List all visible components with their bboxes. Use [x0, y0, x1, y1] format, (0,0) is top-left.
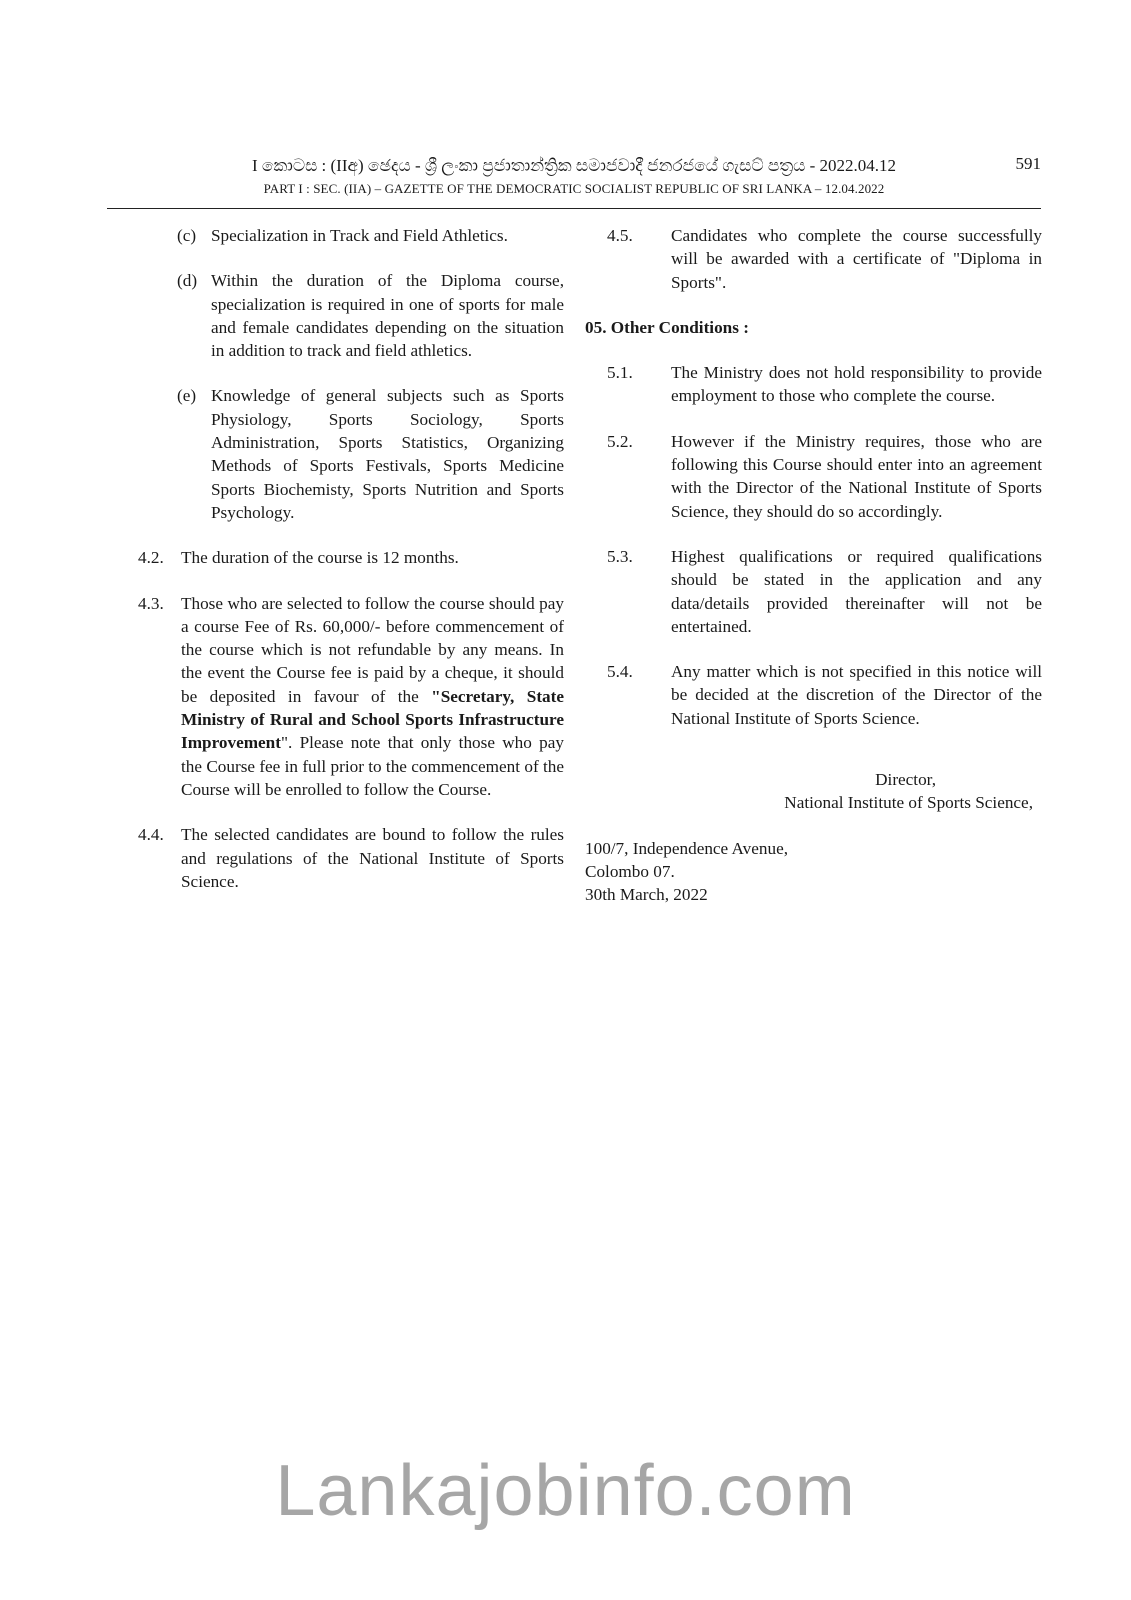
section-5-3 [585, 545, 1042, 638]
page-number: 591 [1015, 154, 1041, 173]
signature-org: National Institute of Sports Science, [784, 793, 1033, 813]
left-column [138, 224, 564, 915]
signature-block [585, 768, 1042, 815]
header-english-line: PART I : SEC. (IIA) – GAZETTE OF THE DEMOCRATIC SOCIALIST REPUBLIC OF SRI LANKA – 12.04.2022 [263, 181, 885, 196]
address-line1: 100/7, Independence Avenue, [585, 838, 788, 858]
address-date: 30th March, 2022 [585, 885, 708, 905]
item-c-text: Specialization in Track and Field Athletics. [211, 226, 508, 245]
section-4-4 [138, 823, 564, 893]
page-header [107, 150, 1041, 208]
header-sinhala-line: I කොටස : (IIඅ) ඡෙදය - ශ්‍රී ලංකා ප්‍රජාතාන්ත්‍රික සමාජවාදී ජනරජයේ ගැසට් පත්‍රය - 2022.04.12 [251, 156, 897, 175]
section-5-2-text: However if the Ministry requires, those who are following this Course should enter into an agreement with the Director of the National Institute of Sports Science, they should do so accordingly. [671, 431, 1042, 521]
section-5-heading: 05. Other Conditions : [585, 317, 749, 337]
address-block [585, 837, 1042, 907]
item-e-label: (e) [177, 386, 197, 406]
item-c [138, 224, 564, 247]
item-d-text: Within the duration of the Diploma course, specialization is required in one of sports for male and female candidates depending on the situation in addition to track and field athletics. [211, 271, 564, 361]
item-d-label: (d) [177, 271, 198, 291]
item-c-label: (c) [177, 226, 197, 245]
section-5-3-text: Highest qualifications or required qualifications should be stated in the application and any data/details provided thereinafter will not be entertained. [671, 546, 1042, 636]
signature-title: Director, [875, 770, 936, 790]
item-d [138, 269, 564, 362]
section-5-4-text: Any matter which is not specified in this notice will be decided at the discretion of the Director of the National Institute of Sports Science. [671, 662, 1042, 728]
section-5-2-label: 5.2. [607, 431, 633, 451]
section-5-1-label: 5.1. [607, 363, 633, 383]
section-4-5-label: 4.5. [607, 226, 633, 245]
item-e-text: Knowledge of general subjects such as Sports Physiology, Sports Sociology, Sports Administration, Sports Statistics, Organizing Methods of Sports Festivals, Sports Medicine Sports Biochemisty, Sports Nutrition and Sports Psychology. [211, 386, 564, 522]
section-5-4 [585, 660, 1042, 730]
section-4-4-text: The selected candidates are bound to follow the rules and regulations of the National Institute of Sports Science. [181, 825, 564, 891]
section-5-4-label: 5.4. [607, 662, 633, 682]
section-5-1 [585, 361, 1042, 408]
section-4-3-text [181, 592, 564, 802]
section-4-5-text: Candidates who complete the course successfully will be awarded with a certificate of "Diploma in Sports". [671, 226, 1042, 292]
section-5-2 [585, 430, 1042, 523]
section-5-1-text: The Ministry does not hold responsibility to provide employment to those who complete the course. [671, 363, 1042, 406]
section-5-3-label: 5.3. [607, 546, 633, 566]
section-4-3-text-before: Those who are selected to follow the course should pay a course Fee of Rs. 60,000/- before commencement of the course which is not refundable by any means. In the event the Course fee is paid by a cheque, it should be deposited in favour of the [181, 593, 564, 706]
item-e [138, 384, 564, 524]
section-4-3-payee: "Secretary, State Ministry of Rural and School Sports Infrastructure Improvement [181, 686, 564, 753]
right-column [585, 224, 1042, 907]
section-4-2 [138, 546, 564, 569]
section-4-2-text: The duration of the course is 12 months. [181, 548, 459, 568]
section-4-2-label: 4.2. [138, 548, 164, 568]
section-4-3 [138, 592, 564, 802]
address-line2: Colombo 07. [585, 861, 675, 881]
section-4-4-label: 4.4. [138, 825, 164, 845]
header-rule [107, 208, 1041, 209]
section-4-3-text-after: ". Please note that only those who pay the Course fee in full prior to the commencement of the Course will be enrolled to follow the Course. [181, 733, 564, 799]
section-4-5 [585, 224, 1042, 294]
watermark: Lankajobinfo.com [275, 1451, 856, 1531]
section-4-3-label: 4.3. [138, 593, 164, 613]
